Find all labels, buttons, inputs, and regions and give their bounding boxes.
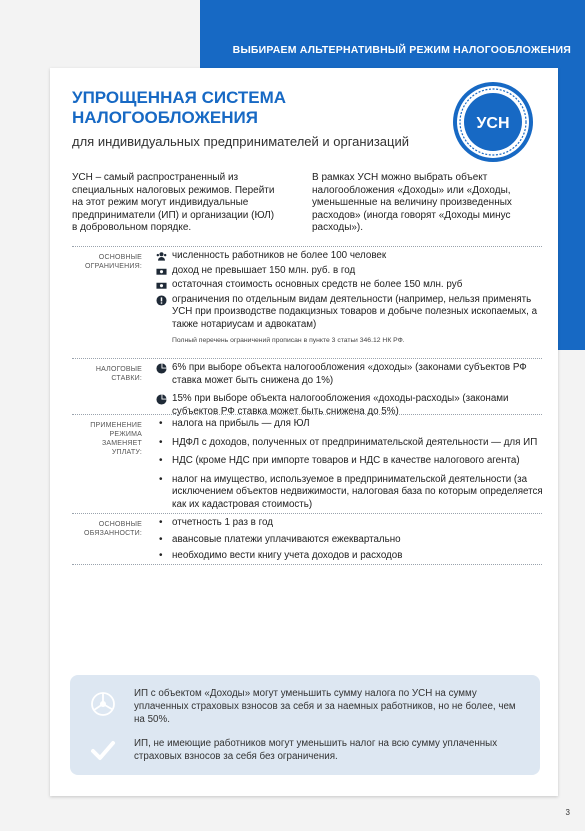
section-limits (72, 246, 542, 355)
list-item: • отчетность 1 раз в год (156, 517, 546, 530)
content-card (50, 68, 558, 796)
section-label: НАЛОГОВЫЕ СТАВКИ: (95, 366, 142, 382)
page-title: УПРОЩЕННАЯ СИСТЕМА НАЛОГООБЛОЖЕНИЯ (72, 88, 287, 127)
usn-badge-icon (452, 81, 534, 163)
page-subtitle: для индивидуальных предпринимателей и организаций (72, 134, 410, 149)
section-label: ПРИМЕНЕНИЕ РЕЖИМА ЗАМЕНЯЕТ УПЛАТУ: (90, 422, 142, 456)
list-item: • необходимо вести книгу учета доходов и расходов (156, 550, 546, 563)
list-item: • НДФЛ с доходов, полученных от предпринимательской деятельности — для ИП (156, 437, 546, 450)
pie-chart-icon (156, 363, 167, 374)
page-number: 3 (565, 808, 570, 817)
callout-text: ИП, не имеющие работников могут уменьшить налог на всю сумму уплаченных страховых взносов за себя без ограничения. (134, 738, 498, 762)
list-item: • НДС (кроме НДС при импорте товаров и НДС в качестве налогового агента) (156, 455, 546, 468)
section-duties (72, 513, 542, 565)
header-title: ВЫБИРАЕМ АЛЬТЕРНАТИВНЫЙ РЕЖИМ НАЛОГООБЛОЖЕНИЯ (232, 44, 571, 56)
callout-text: ИП с объектом «Доходы» могут уменьшить сумму налога по УСН на сумму уплаченных страховых взносов за себя и за наемных работников, но не более, чем на 50%. (134, 688, 516, 725)
limits-note: Полный перечень ограничений прописан в пункте 3 статьи 346.12 НК РФ. (172, 337, 405, 344)
list-item: численность работников не более 100 человек (156, 250, 546, 263)
list-item: остаточная стоимость основных средств не более 150 млн. руб (156, 279, 546, 292)
list-item: 15% при выборе объекта налогообложения «доходы-расходы» (законами субъектов РФ ставка может быть снижена до 5%) (156, 393, 546, 418)
intro-left: УСН – самый распространенный из специальных налоговых режимов. Перейти на этот режим могут индивидуальные предприниматели (ИП) и организации (ЮЛ) в добровольном порядке. (72, 172, 275, 233)
section-replaces (72, 414, 542, 511)
list-item: • налога на прибыль — для ЮЛ (156, 418, 546, 431)
list-item: доход не превышает 150 млн. руб. в год (156, 265, 546, 278)
money-icon (156, 280, 167, 291)
badge-label: УСН (476, 115, 510, 132)
list-item: 6% при выборе объекта налогообложения «доходы» (законами субъектов РФ ставка может быть снижена до 1%) (156, 362, 546, 387)
money-icon (156, 266, 167, 277)
checkmark-icon (90, 737, 116, 763)
intro-right: В рамках УСН можно выбрать объект налогообложения «Доходы» или «Доходы, уменьшенные на величину произведенных расходов» (иногда говорят «Доходы минус расходы»). (312, 172, 512, 233)
pie-chart-icon (156, 394, 167, 405)
info-callout (70, 675, 540, 775)
pie-chart-icon (90, 691, 116, 717)
alert-icon (156, 295, 167, 306)
section-label: ОСНОВНЫЕ ОГРАНИЧЕНИЯ: (84, 254, 142, 270)
list-item: • налог на имущество, используемое в предпринимательской деятельности (за исключением объектов недвижимости, налоговая база по которым определяется как их кадастровая стоимость) (156, 474, 546, 512)
list-item: • авансовые платежи уплачиваются ежеквартально (156, 534, 546, 547)
people-icon (156, 251, 167, 262)
section-label: ОСНОВНЫЕ ОБЯЗАННОСТИ: (84, 521, 142, 537)
list-item: ограничения по отдельным видам деятельности (например, нельзя применять УСН при производстве подакцизных товаров и добыче полезных ископаемых, а также нотариусам и адвокатам) (156, 294, 546, 332)
section-rates (72, 358, 542, 419)
